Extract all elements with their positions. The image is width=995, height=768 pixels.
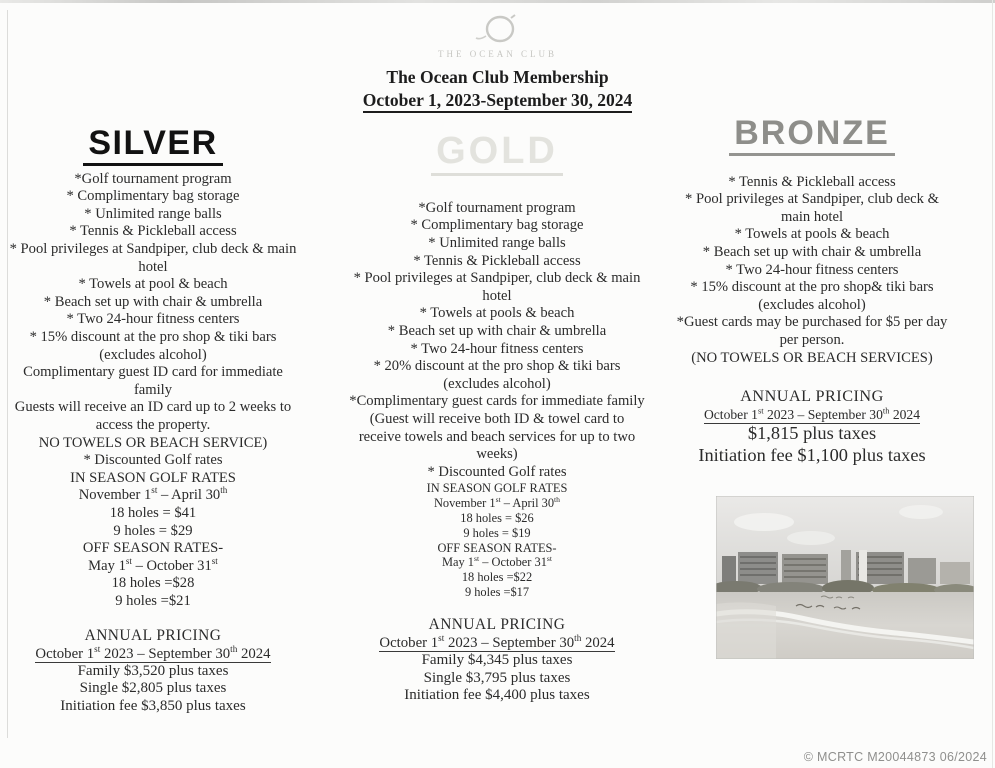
pricing-line: Initiation fee $1,100 plus taxes: [698, 444, 926, 465]
pricing-line: Single $2,805 plus taxes: [79, 680, 227, 697]
document-period: October 1, 2023-September 30, 2024: [0, 90, 995, 111]
feature-line: (Guest will receive both ID & towel card to receive towels and beach services for up to two weeks): [358, 411, 636, 463]
feature-line: * Unlimited range balls: [84, 205, 222, 222]
golf-rate-line: 18 holes = $26: [460, 510, 534, 525]
feature-line: * Discounted Golf rates: [427, 463, 567, 480]
silver-pricing-lines: [3, 663, 303, 716]
feature-line: Complimentary guest ID card for immediate family: [23, 364, 283, 398]
feature-line: * Two 24-hour fitness centers: [410, 340, 584, 357]
feature-line: (NO TOWELS OR BEACH SERVICES): [691, 349, 933, 366]
feature-line: * Pool privileges at Sandpiper, club deck & main hotel: [353, 270, 641, 304]
silver-annual-pricing: [3, 627, 303, 716]
document-title: The Ocean Club Membership: [386, 67, 609, 87]
feature-line: * 15% discount at the pro shop& tiki bars (excludes alcohol): [690, 279, 934, 313]
feature-line: * Beach set up with chair & umbrella: [43, 293, 263, 310]
pricing-heading: ANNUAL PRICING: [740, 387, 884, 406]
pricing-line: Family $3,520 plus taxes: [77, 662, 229, 679]
feature-line: * Tennis & Pickleball access: [413, 252, 581, 269]
golf-rate-line: 9 holes =$21: [115, 592, 191, 609]
feature-line: * Two 24-hour fitness centers: [66, 311, 240, 328]
feature-line: * Tennis & Pickleball access: [69, 223, 237, 240]
pricing-heading: ANNUAL PRICING: [428, 615, 566, 633]
pricing-line: Single $3,795 plus taxes: [423, 669, 571, 686]
golf-rate-line: 18 holes = $41: [109, 504, 197, 521]
golf-rate-line: 18 holes =$22: [461, 570, 533, 585]
feature-line: *Guest cards may be purchased for $5 per day per person.: [676, 314, 948, 349]
feature-line: * Tennis & Pickleball access: [728, 173, 896, 190]
feature-line: * Pool privileges at Sandpiper, club deck & main hotel: [9, 241, 297, 275]
pricing-period: October 1st 2023 – September 30th 2024: [35, 643, 271, 662]
pricing-period: October 1st 2023 – September 30th 2024: [703, 405, 921, 423]
scan-edge-artifact-right: [992, 0, 993, 768]
bronze-feature-list: [672, 174, 952, 368]
gold-feature-list: [347, 200, 647, 482]
golf-rate-line: IN SEASON GOLF RATES: [70, 469, 236, 486]
bronze-tier-title: BRONZE: [672, 116, 952, 156]
logo-wordmark: THE OCEAN CLUB: [438, 49, 557, 59]
copyright-watermark: © MCRTC M20044873 06/2024: [803, 750, 987, 764]
golf-rate-line: 18 holes =$28: [111, 575, 195, 592]
feature-line: *Golf tournament program: [74, 170, 232, 187]
beach-aerial-photo: [716, 496, 974, 659]
feature-line: * Towels at pools & beach: [734, 226, 890, 243]
pricing-heading: ANNUAL PRICING: [84, 626, 222, 644]
golf-rate-line: November 1st – April 30th: [78, 485, 228, 504]
feature-line: *Golf tournament program: [418, 199, 576, 216]
feature-line: NO TOWELS OR BEACH SERVICE): [38, 434, 268, 451]
feature-line: * Towels at pool & beach: [78, 276, 228, 293]
feature-line: * Two 24-hour fitness centers: [725, 261, 899, 278]
golf-rate-line: 9 holes =$17: [464, 584, 530, 599]
feature-line: * Beach set up with chair & umbrella: [702, 244, 922, 261]
bronze-membership-column: [672, 116, 952, 659]
feature-line: * Towels at pools & beach: [419, 305, 575, 322]
gold-golf-rates: [347, 481, 647, 599]
golf-rate-line: November 1st – April 30th: [433, 495, 561, 511]
scan-edge-artifact-top: [0, 0, 995, 3]
pricing-line: Initiation fee $4,400 plus taxes: [404, 687, 590, 704]
feature-line: * Complimentary bag storage: [410, 217, 584, 234]
golf-rate-line: May 1st – October 31st: [88, 555, 218, 574]
pricing-period: October 1st 2023 – September 30th 2024: [379, 632, 615, 651]
bronze-annual-pricing: [672, 387, 952, 466]
pricing-line: $1,815 plus taxes: [747, 423, 877, 444]
golf-rate-line: OFF SEASON RATES-: [437, 540, 557, 555]
feature-line: Guests will receive an ID card up to 2 weeks to access the property.: [14, 399, 292, 433]
silver-golf-rates: [3, 470, 303, 611]
silver-feature-list: [3, 171, 303, 470]
feature-line: * Beach set up with chair & umbrella: [387, 323, 607, 340]
golf-rate-line: OFF SEASON RATES-: [82, 540, 224, 557]
golf-rate-line: 9 holes = $19: [463, 525, 531, 540]
ocean-club-logo-icon: [466, 14, 530, 48]
silver-membership-column: [3, 126, 303, 716]
gold-pricing-lines: [347, 652, 647, 705]
feature-line: *Complimentary guest cards for immediate family: [349, 393, 645, 410]
feature-line: * 15% discount at the pro shop & tiki bars (excludes alcohol): [29, 329, 277, 363]
feature-line: * Pool privileges at Sandpiper, club deck & main hotel: [685, 191, 939, 225]
gold-tier-title: GOLD: [347, 132, 647, 176]
bronze-pricing-lines: [672, 423, 952, 466]
document-header: [0, 14, 995, 111]
feature-line: * Unlimited range balls: [428, 235, 566, 252]
feature-line: * Complimentary bag storage: [66, 188, 240, 205]
pricing-line: Initiation fee $3,850 plus taxes: [60, 698, 246, 715]
pricing-line: Family $4,345 plus taxes: [421, 651, 573, 668]
feature-line: * Discounted Golf rates: [83, 452, 223, 469]
gold-annual-pricing: [347, 616, 647, 705]
golf-rate-line: IN SEASON GOLF RATES: [426, 481, 568, 496]
gold-membership-column: [347, 132, 647, 705]
golf-rate-line: May 1st – October 31st: [441, 554, 553, 570]
silver-tier-title: SILVER: [3, 126, 303, 166]
golf-rate-line: 9 holes = $29: [113, 522, 193, 539]
feature-line: * 20% discount at the pro shop & tiki bars (excludes alcohol): [373, 358, 621, 392]
